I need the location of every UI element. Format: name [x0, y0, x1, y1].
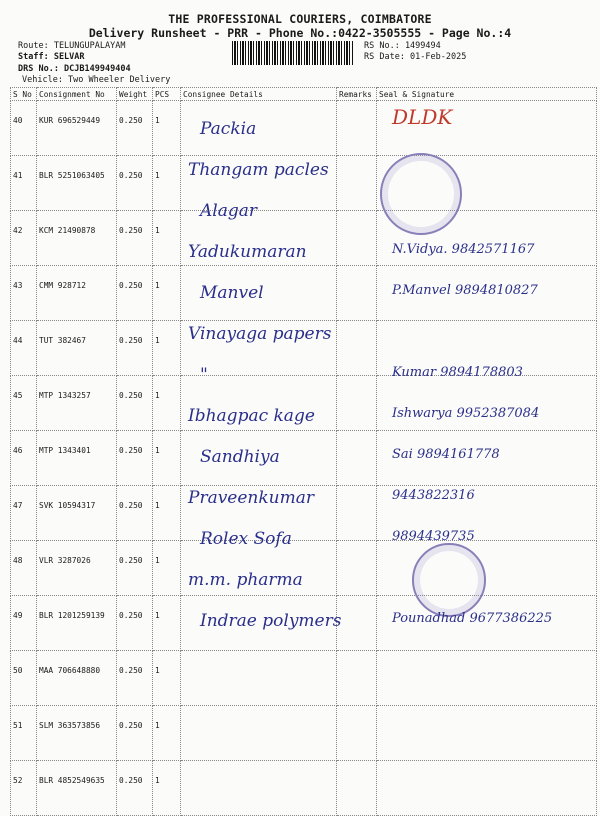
- cell-weight: 0.250: [117, 156, 153, 211]
- cell-sno: 48: [11, 541, 37, 596]
- cell-sno: 41: [11, 156, 37, 211]
- cell-consignment: MAA 706648880: [37, 651, 117, 706]
- cell-weight: 0.250: [117, 101, 153, 156]
- cell-pcs: 1: [153, 376, 181, 431]
- cell-consignment: BLR 1201259139: [37, 596, 117, 651]
- cell-consignment: BLR 4852549635: [37, 761, 117, 816]
- remarks-cell: [337, 321, 377, 376]
- handwritten-signature: Kumar 9894178803: [392, 365, 523, 380]
- remarks-cell: [337, 541, 377, 596]
- handwritten-consignee: Rolex Sofa: [200, 529, 292, 549]
- rs-date: RS Date: 01-Feb-2025: [364, 52, 467, 62]
- cell-pcs: 1: [153, 761, 181, 816]
- cell-weight: 0.250: [117, 431, 153, 486]
- signature-cell: [377, 376, 597, 431]
- handwritten-consignee: Vinayaga papers: [188, 324, 332, 344]
- cell-consignment: KUR 696529449: [37, 101, 117, 156]
- table-row: [11, 761, 597, 816]
- cell-weight: 0.250: [117, 596, 153, 651]
- col-remarks: Remarks: [337, 88, 377, 101]
- cell-pcs: 1: [153, 541, 181, 596]
- cell-pcs: 1: [153, 211, 181, 266]
- cell-sno: 47: [11, 486, 37, 541]
- cell-pcs: 1: [153, 266, 181, 321]
- remarks-cell: [337, 156, 377, 211]
- col-sno: S No: [11, 88, 37, 101]
- cell-sno: 40: [11, 101, 37, 156]
- cell-consignment: BLR 5251063405: [37, 156, 117, 211]
- handwritten-consignee: Yadukumaran: [188, 242, 307, 262]
- handwritten-signature: 9894439735: [392, 529, 475, 544]
- cell-consignment: SVK 10594317: [37, 486, 117, 541]
- table-header-row: [11, 88, 597, 101]
- cell-consignment: SLM 363573856: [37, 706, 117, 761]
- cell-weight: 0.250: [117, 486, 153, 541]
- handwritten-signature: P.Manvel 9894810827: [392, 283, 538, 298]
- consignee-cell: [181, 761, 337, 816]
- handwritten-consignee: Ibhagpac kage: [188, 406, 315, 426]
- cell-sno: 49: [11, 596, 37, 651]
- cell-consignment: VLR 3287026: [37, 541, 117, 596]
- seal-stamp: [380, 153, 462, 235]
- table-row: [11, 541, 597, 596]
- handwritten-consignee: m.m. pharma: [188, 570, 303, 590]
- handwritten-consignee: Alagar: [200, 201, 257, 221]
- cell-weight: 0.250: [117, 541, 153, 596]
- vehicle-text: Vehicle: Two Wheeler Delivery: [22, 75, 171, 85]
- rs-number: RS No.: 1499494: [364, 41, 441, 51]
- cell-sno: 46: [11, 431, 37, 486]
- cell-consignment: CMM 928712: [37, 266, 117, 321]
- signature-cell: [377, 761, 597, 816]
- cell-weight: 0.250: [117, 706, 153, 761]
- barcode: [232, 41, 354, 65]
- handwritten-consignee: ": [200, 365, 208, 385]
- cell-pcs: 1: [153, 596, 181, 651]
- handwritten-signature: 9443822316: [392, 488, 475, 503]
- cell-weight: 0.250: [117, 651, 153, 706]
- cell-sno: 45: [11, 376, 37, 431]
- cell-pcs: 1: [153, 321, 181, 376]
- col-consignee: Consignee Details: [181, 88, 337, 101]
- col-weight: Weight: [117, 88, 153, 101]
- table-row: [11, 101, 597, 156]
- handwritten-signature: Pounadhad 9677386225: [392, 611, 553, 626]
- handwritten-consignee: Packia: [200, 119, 257, 139]
- cell-sno: 51: [11, 706, 37, 761]
- cell-pcs: 1: [153, 706, 181, 761]
- signature-cell: [377, 541, 597, 596]
- handwritten-signature: Ishwarya 9952387084: [392, 406, 540, 421]
- cell-consignment: KCM 21490878: [37, 211, 117, 266]
- handwritten-consignee: Praveenkumar: [188, 488, 315, 508]
- cell-pcs: 1: [153, 486, 181, 541]
- table-row: [11, 431, 597, 486]
- seal-stamp: [412, 543, 486, 617]
- cell-pcs: 1: [153, 651, 181, 706]
- signature-cell: [377, 706, 597, 761]
- table-row: [11, 651, 597, 706]
- cell-pcs: 1: [153, 101, 181, 156]
- runsheet-table: [10, 87, 597, 816]
- col-pcs: PCS: [153, 88, 181, 101]
- col-consignment: Consignment No: [37, 88, 117, 101]
- table-row: [11, 706, 597, 761]
- handwritten-signature: DLDK: [392, 105, 453, 129]
- cell-consignment: TUT 382467: [37, 321, 117, 376]
- remarks-cell: [337, 706, 377, 761]
- handwritten-signature: N.Vidya. 9842571167: [392, 242, 535, 257]
- cell-weight: 0.250: [117, 376, 153, 431]
- consignee-cell: [181, 706, 337, 761]
- remarks-cell: [337, 651, 377, 706]
- cell-weight: 0.250: [117, 211, 153, 266]
- cell-pcs: 1: [153, 431, 181, 486]
- cell-sno: 43: [11, 266, 37, 321]
- handwritten-consignee: Thangam pacles: [188, 160, 329, 180]
- cell-consignment: MTP 1343401: [37, 431, 117, 486]
- remarks-cell: [337, 486, 377, 541]
- cell-sno: 42: [11, 211, 37, 266]
- cell-weight: 0.250: [117, 761, 153, 816]
- cell-pcs: 1: [153, 156, 181, 211]
- cell-weight: 0.250: [117, 321, 153, 376]
- cell-sno: 52: [11, 761, 37, 816]
- remarks-cell: [337, 761, 377, 816]
- cell-sno: 50: [11, 651, 37, 706]
- col-seal-signature: Seal & Signature: [377, 88, 597, 101]
- staff-text: Staff: SELVAR: [18, 52, 85, 62]
- remarks-cell: [337, 596, 377, 651]
- consignee-cell: [181, 651, 337, 706]
- handwritten-signature: Sai 9894161778: [392, 447, 500, 462]
- signature-cell: [377, 651, 597, 706]
- remarks-cell: [337, 211, 377, 266]
- report-title: THE PROFESSIONAL COURIERS, COIMBATORE: [168, 12, 432, 26]
- remarks-cell: [337, 431, 377, 486]
- cell-consignment: MTP 1343257: [37, 376, 117, 431]
- remarks-cell: [337, 266, 377, 321]
- handwritten-consignee: Sandhiya: [200, 447, 280, 467]
- cell-sno: 44: [11, 321, 37, 376]
- cell-weight: 0.250: [117, 266, 153, 321]
- handwritten-consignee: Indrae polymers: [200, 611, 342, 631]
- remarks-cell: [337, 101, 377, 156]
- report-subtitle: Delivery Runsheet - PRR - Phone No.:0422-3505555 - Page No.:4: [88, 26, 512, 40]
- drs-number: DRS No.: DCJB149949404: [18, 64, 131, 74]
- route-text: Route: TELUNGUPALAYAM: [18, 41, 126, 51]
- handwritten-consignee: Manvel: [200, 283, 264, 303]
- remarks-cell: [337, 376, 377, 431]
